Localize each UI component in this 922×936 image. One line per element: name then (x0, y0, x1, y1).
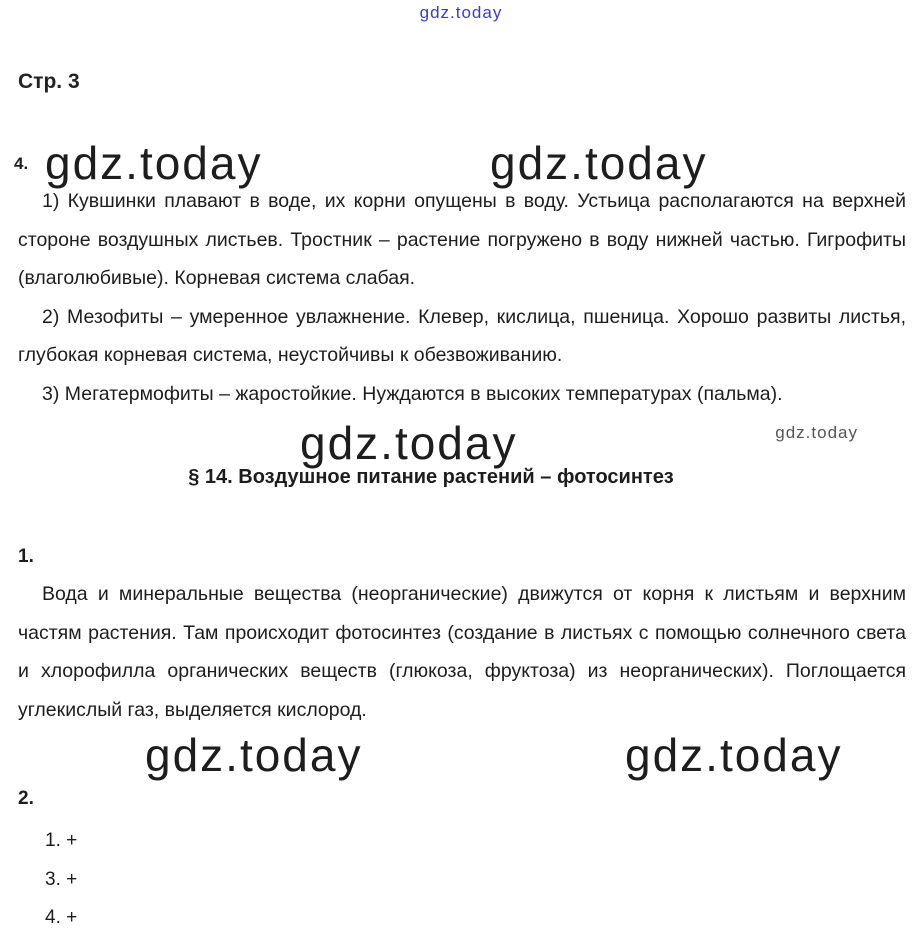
task-4-number: 4. (14, 154, 29, 173)
watermark-text: gdz.today (490, 137, 708, 189)
task-2-answer-list (45, 822, 77, 936)
task-1-number: 1. (18, 546, 34, 567)
watermark-text: gdz.today (625, 729, 843, 781)
task-1-answer-text (18, 575, 906, 729)
task-2-number: 2. (18, 788, 34, 809)
watermark-text: gdz.today (300, 417, 518, 469)
task-2-answer-item: 1. + (45, 830, 78, 851)
site-link[interactable]: gdz.today (419, 3, 503, 22)
task-4-answer-text (18, 182, 906, 414)
task-1-paragraph: Вода и минеральные вещества (неорганические) движутся от корня к листьям и верхним частям растения. Там происходит фотосинтез (создание в листьях с помощью солнечного света и хлорофилла органических веществ (глюкоза, фруктоза) из неорганических). Поглощается углекислый газ, выделяется кислород. (18, 583, 906, 721)
task-4-paragraph-3: 3) Мегатермофиты – жаростойкие. Нуждаются в высоких температурах (пальма). (42, 382, 783, 405)
page-number-heading: Стр. 3 (18, 70, 80, 93)
watermark-text-small: gdz.today (775, 423, 858, 442)
task-2-answer-item: 4. + (45, 907, 78, 928)
watermark-text: gdz.today (145, 729, 363, 781)
task-4-paragraph-2: 2) Мезофиты – умеренное увлажнение. Клевер, кислица, пшеница. Хорошо развиты листья, глубокая корневая система, неустойчивы к обезвоживанию. (18, 305, 906, 367)
bottom-watermark-row (0, 729, 922, 782)
section-14-title: § 14. Воздушное питание растений – фотосинтез (188, 466, 674, 488)
task-2-answer-item: 3. + (45, 868, 78, 890)
watermark-text: gdz.today (45, 137, 263, 189)
middle-watermark-row (0, 417, 922, 470)
task-4-paragraph-1: 1) Кувшинки плавают в воде, их корни опущены в воду. Устьица располагаются на верхней стороне воздушных листьев. Тростник – растение погружено в воду нижней частью. Гигрофиты (влаголюбивые). Корневая система слабая. (18, 190, 906, 290)
